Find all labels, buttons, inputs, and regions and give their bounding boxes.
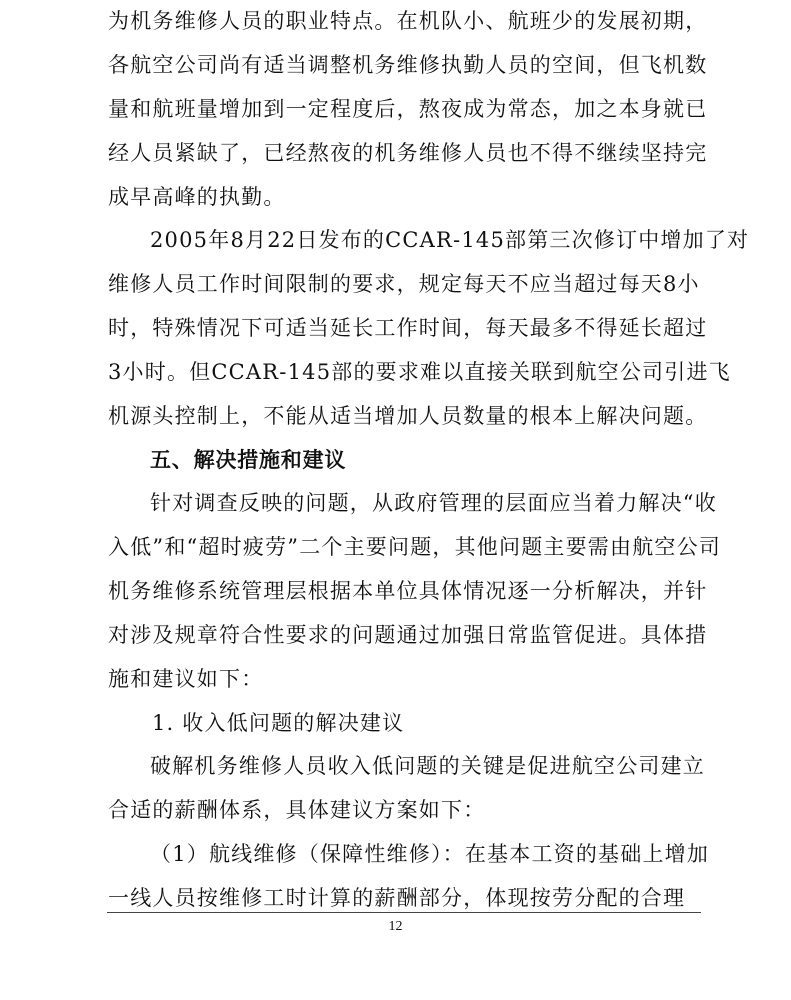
section-heading: 五、解决措施和建议 <box>150 448 347 472</box>
paragraph-line: 对涉及规章符合性要求的问题通过加强日常监管促进。具体措 <box>108 623 708 647</box>
paragraph-line: 经人员紧缺了，已经熬夜的机务维修人员也不得不继续坚持完 <box>108 141 708 165</box>
paragraph-line: 为机务维修人员的职业特点。在机队小、航班少的发展初期， <box>108 9 708 33</box>
paragraph-line: 入低”和“超时疲劳”二个主要问题，其他问题主要需由航空公司 <box>108 535 722 559</box>
page-number: 12 <box>388 919 403 934</box>
paragraph-line: 针对调查反映的问题，从政府管理的层面应当着力解决“收 <box>150 491 717 515</box>
paragraph-line: 合适的薪酬体系，具体建议方案如下： <box>108 798 486 822</box>
paragraph-line: 机务维修系统管理层根据本单位具体情况逐一分析解决，并针 <box>108 579 708 603</box>
paragraph-line: 一线人员按维修工时计算的薪酬部分，体现按劳分配的合理 <box>108 886 686 910</box>
paragraph-line: 机源头控制上，不能从适当增加人员数量的根本上解决问题。 <box>108 404 708 428</box>
subsection-heading: 1. 收入低问题的解决建议 <box>152 711 405 735</box>
paragraph-line: 各航空公司尚有适当调整机务维修执勤人员的空间，但飞机数 <box>108 53 708 77</box>
paragraph-line: 破解机务维修人员收入低问题的关键是促进航空公司建立 <box>150 754 705 778</box>
paragraph-line: 施和建议如下： <box>108 667 264 691</box>
paragraph-line: 时，特殊情况下可适当延长工作时间，每天最多不得延长超过 <box>108 316 708 340</box>
paragraph-line: （1）航线维修（保障性维修）：在基本工资的基础上增加 <box>150 842 710 866</box>
paragraph-line: 量和航班量增加到一定程度后，熬夜成为常态，加之本身就已 <box>108 97 708 121</box>
paragraph-line: 维修人员工作时间限制的要求，规定每天不应当超过每天8小 <box>108 272 700 296</box>
paragraph-line: 2005年8月22日发布的CCAR-145部第三次修订中增加了对 <box>150 228 750 252</box>
footer-divider <box>107 912 701 913</box>
paragraph-line: 成早高峰的执勤。 <box>108 185 286 209</box>
paragraph-line: 3小时。但CCAR-145部的要求难以直接关联到航空公司引进飞 <box>108 360 731 384</box>
